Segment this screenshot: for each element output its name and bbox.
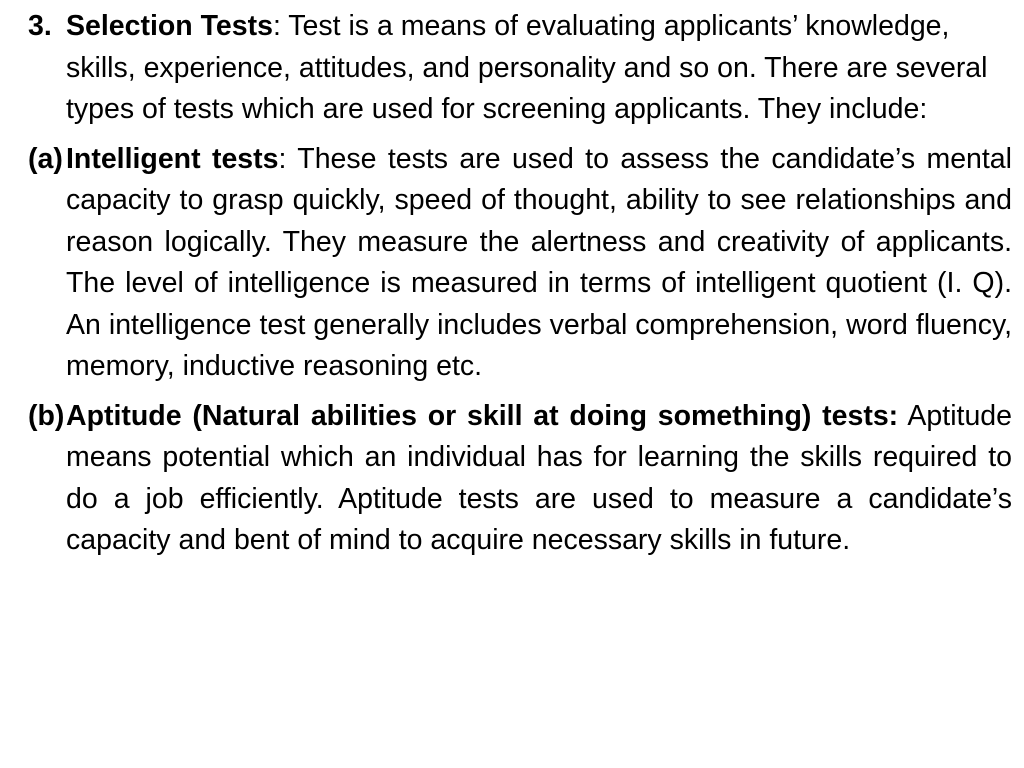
section-marker: (a) bbox=[28, 142, 63, 175]
section-body: : These tests are used to assess the candidate’s mental capacity to grasp quickly, speed of thought, ability to see relationships and reason logically. They measure the alertness and creativity of applicants. The level of intelligence is measured in terms of intelligent quotient (I. Q). An intelligence test generally includes verbal comprehension, word fluency, memory, inductive reasoning etc. bbox=[66, 142, 1012, 382]
section-aptitude-tests bbox=[28, 396, 1012, 562]
section-heading: Intelligent tests bbox=[66, 142, 279, 175]
section-intelligent-tests bbox=[28, 139, 1012, 388]
section-heading: Selection Tests bbox=[66, 10, 273, 42]
section-body: : Test is a means of evaluating applicants’ knowledge, skills, experience, attitudes, and personality and so on. There are several types of tests which are used for screening applicants. They include: bbox=[66, 10, 988, 125]
section-body: Aptitude means potential which an individual has for learning the skills required to do a job efficiently. Aptitude tests are used to measure a candidate’s capacity and bent of mind to acquire necessary skills in future. bbox=[66, 399, 1012, 556]
section-number: 3. bbox=[28, 10, 52, 42]
section-heading: Aptitude (Natural abilities or skill at doing something) tests: bbox=[66, 399, 899, 432]
section-selection-tests bbox=[28, 6, 1012, 131]
section-marker: (b) bbox=[28, 399, 65, 432]
